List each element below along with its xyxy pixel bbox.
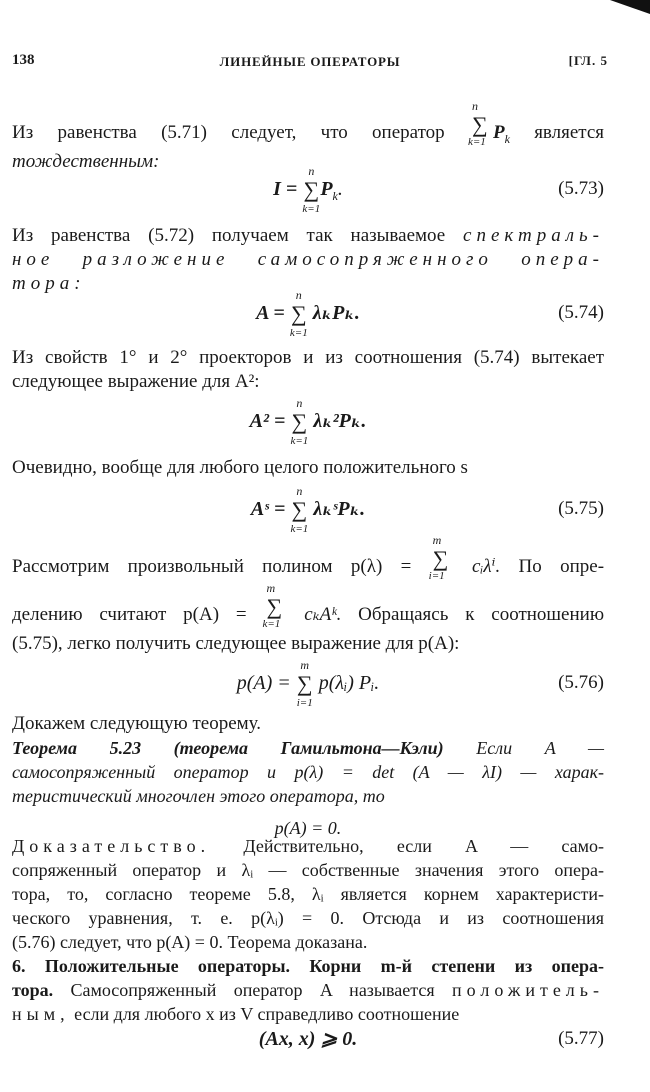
sum-operator: n ∑ k=1 (290, 396, 309, 448)
paragraph-identity: Из равенства (5.71) следует, что оператор n ∑ k=1 $P_k$ является тождественным: (12, 99, 605, 172)
equation-5-77: (Ax, x) ⩾ 0. (5.77) (258, 1028, 604, 1050)
theorem-label: Теорема 5.23 (теорема Гамильтона—Кэли) (12, 738, 444, 758)
paragraph-polynomial: Рассмотрим произвольный полином p(λ) = m ∑ i=1 cᵢλⁱ. По опре- делению считают p(A) = m ∑ k=1 cₖAᵏ. Обращаясь к соотношению (5.75), легко получить следующее выражение для p(A): (12, 533, 605, 654)
text-line: является (534, 122, 605, 143)
equation-5-76: p(A) = m ∑ i=1 p(λᵢ) Pᵢ. (5.76) (236, 658, 604, 710)
running-title: ЛИНЕЙНЫЕ ОПЕРАТОРЫ (219, 54, 401, 69)
paragraph-intro-theorem: Докажем следующую теорему. (12, 713, 261, 734)
sum-operator: n ∑ k=1 (467, 99, 488, 148)
section-6: 6. Положительные операторы. Корни m-й степени из опера- тора. Самосопряженный оператор A называется положитель- ным, если для любого x из V справедливо соотношение (12, 956, 604, 1024)
sum-operator: n ∑ k=1 (289, 288, 308, 340)
running-header (12, 52, 608, 76)
equation-number: (5.75) (558, 498, 604, 519)
equation-number: (5.73) (558, 178, 604, 199)
equation-5-73: I = n ∑ k=1 $P_k$. (5.73) (273, 164, 604, 216)
sum-operator: m ∑ k=1 (262, 581, 283, 630)
paragraph-power: Очевидно, вообще для любого целого положительного s (12, 457, 468, 478)
paragraph-square: Из свойств 1° и 2° проекторов и из соотношения (5.74) вытекает следующее выражение для A²: (12, 347, 604, 392)
equation-5-75: Aˢ = n ∑ k=1 λₖˢPₖ. (5.75) (250, 484, 604, 536)
proof-label: Доказательство. (12, 836, 211, 856)
sum-operator: n ∑ k=1 (302, 164, 321, 216)
equation-number: (5.77) (558, 1028, 604, 1049)
equation-number: (5.76) (558, 672, 604, 693)
text-line: Из равенства (5.71) следует, что оператор (12, 122, 445, 143)
equation-a-squared: A² = n ∑ k=1 λₖ²Pₖ. (249, 396, 367, 448)
section-heading: 6. Положительные операторы. Корни m-й степени из опера- (12, 956, 604, 976)
sum-operator: m ∑ i=1 (428, 533, 449, 582)
equation-number: (5.74) (558, 302, 604, 323)
proof: Доказательство. Действительно, если A — само- сопряженный оператор и λᵢ — собственные значения этого опера- тора, то, согласно теореме 5.8, λᵢ является корнем характеристи- ческого уравнения, т. е. p(λᵢ) = 0. Отсюда и из соотношения (5.76) следует, что p(A) = 0. Теорема доказана. (12, 836, 604, 952)
theorem-5-23: Теорема 5.23 (теорема Гамильтона—Кэли) Если A — самосопряженный оператор и p(λ) = det (A — λI) — харак- теристический многочлен этого оператора, то p(A) = 0. (12, 738, 604, 838)
paragraph-spectral: Из равенства (5.72) получаем так называемое спектраль- ное разложение самосопряженного опера- тора: (12, 225, 605, 294)
text-line: тождественным: (12, 151, 160, 172)
page-number: 138 (12, 52, 35, 68)
sum-operator: m ∑ i=1 (296, 658, 313, 710)
theorem-formula: p(A) = 0. (274, 818, 342, 838)
page-corner-mark (610, 0, 650, 14)
equation-5-74: A = n ∑ k=1 λₖPₖ. (5.74) (256, 288, 604, 340)
sum-operator: n ∑ k=1 (290, 484, 309, 536)
chapter-label: [ГЛ. 5 (568, 53, 608, 68)
